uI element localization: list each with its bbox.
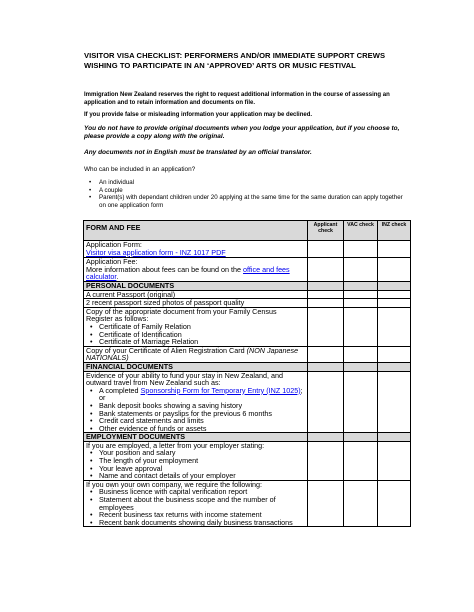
photos-item: 2 recent passport sized photos of passport quality [84,299,308,308]
notice-false-info: If you provide false or misleading information your application may be declined. [84,112,313,118]
list-item: • Other evidence of funds or assets [86,425,305,433]
list-item: • A completed Sponsorship Form for Temporary Entry (INZ 1025); or [86,387,305,402]
employed-text: If you are employed, a letter from your employer stating: [86,440,265,450]
vac-check-header: VAC check [344,221,378,241]
family-register-item: Copy of the appropriate document from your Family Census Register as follows: [86,306,277,324]
application-form-link[interactable]: Visitor visa application form - INZ 1017 PDF [86,247,226,257]
list-item: • Your leave approval [86,465,305,473]
list-item: • Recent business tax returns with income statement [86,511,305,519]
applicant-check-cell [308,241,344,258]
list-item: • Certificate of Marriage Relation [86,338,305,346]
table-row [84,241,411,258]
personal-documents-header: PERSONAL DOCUMENTS [84,282,308,291]
list-item: • Business licence with capital verification report [86,488,305,496]
inz-check-header: INZ check [378,221,411,241]
application-form-label: Application Form: [86,240,142,249]
sponsorship-form-link[interactable]: Sponsorship Form for Temporary Entry (INZ 1025) [140,385,301,395]
who-question: Who can be included in an application? [84,166,196,173]
document-title: VISITOR VISA CHECKLIST: PERFORMERS AND/OR IMMEDIATE SUPPORT CREWS WISHING TO PARTICIPATE IN AN ‘APPROVED’ ARTS OR MUSIC FESTIVAL [84,51,386,70]
employment-documents-header: EMPLOYMENT DOCUMENTS [84,433,308,442]
list-item: • An individual [84,179,404,187]
fee-text: More information about fees can be found on the [86,264,244,274]
financial-documents-header: FINANCIAL DOCUMENTS [84,362,308,371]
list-item: • The length of your employment [86,457,305,465]
table-row [84,307,411,346]
table-row [84,371,411,433]
table-row [84,299,411,308]
financial-evidence-text: Evidence of your ability to fund your stay in New Zealand, and outward travel from New Zealand such as: [86,370,283,388]
fees-calculator-link[interactable]: office and fees calculator [86,264,290,282]
list-item: • Certificate of Family Relation [86,323,305,331]
list-item: • Recent bank documents showing daily business transactions [86,519,305,527]
application-fee-label: Application Fee: [86,257,138,266]
financial-list [86,387,305,433]
list-item: • Bank deposit books showing a saving history [86,402,305,410]
own-company-text: If you own your own company, we require the following: [86,479,263,489]
list-item: • Your position and salary [86,449,305,457]
form-and-fee-header: FORM AND FEE [84,221,308,241]
who-list [84,179,404,209]
list-item: • Bank statements or payslips for the previous 6 months [86,410,305,418]
section-row [84,362,411,371]
notice-rights: Immigration New Zealand reserves the right to request additional information in the course of assessing an application and to retain information and documents on file. [84,92,390,107]
alien-card-note: (NON Japanese NATIONALS) [86,345,299,363]
list-item: • Name and contact details of your employer [86,472,305,480]
own-company-list [86,488,305,526]
family-register-list [86,323,305,346]
notice-originals: You do not have to provide original documents when you lodge your application, but if you choose to, please provide a copy along with the original. [84,125,400,141]
list-item: • Certificate of Identification [86,331,305,339]
inz-check-cell [378,241,411,258]
vac-check-cell [344,241,378,258]
alien-card-item: Copy of your Certificate of Alien Registration Card [86,345,247,355]
table-row [84,346,411,362]
table-row [84,480,411,527]
table-row [84,441,411,480]
notice-translation: Any documents not in English must be translated by an official translator. [84,149,312,156]
checklist-table [83,220,411,527]
section-row [84,282,411,291]
passport-item: A current Passport (original) [84,290,308,299]
table-row: Application Fee: More information about fees can be found on the office and fees calculator. [84,258,411,282]
applicant-check-header: Applicant check [308,221,344,241]
list-item: • A couple [84,187,404,195]
list-item: • Statement about the business scope and the number of employees [86,496,305,511]
list-item: • Parent(s) with dependant children under 20 applying at the same time for the same duration can apply together on one application form [84,194,404,209]
list-item: • Credit card statements and limits [86,417,305,425]
table-header-row [84,221,411,241]
employed-list [86,449,305,479]
